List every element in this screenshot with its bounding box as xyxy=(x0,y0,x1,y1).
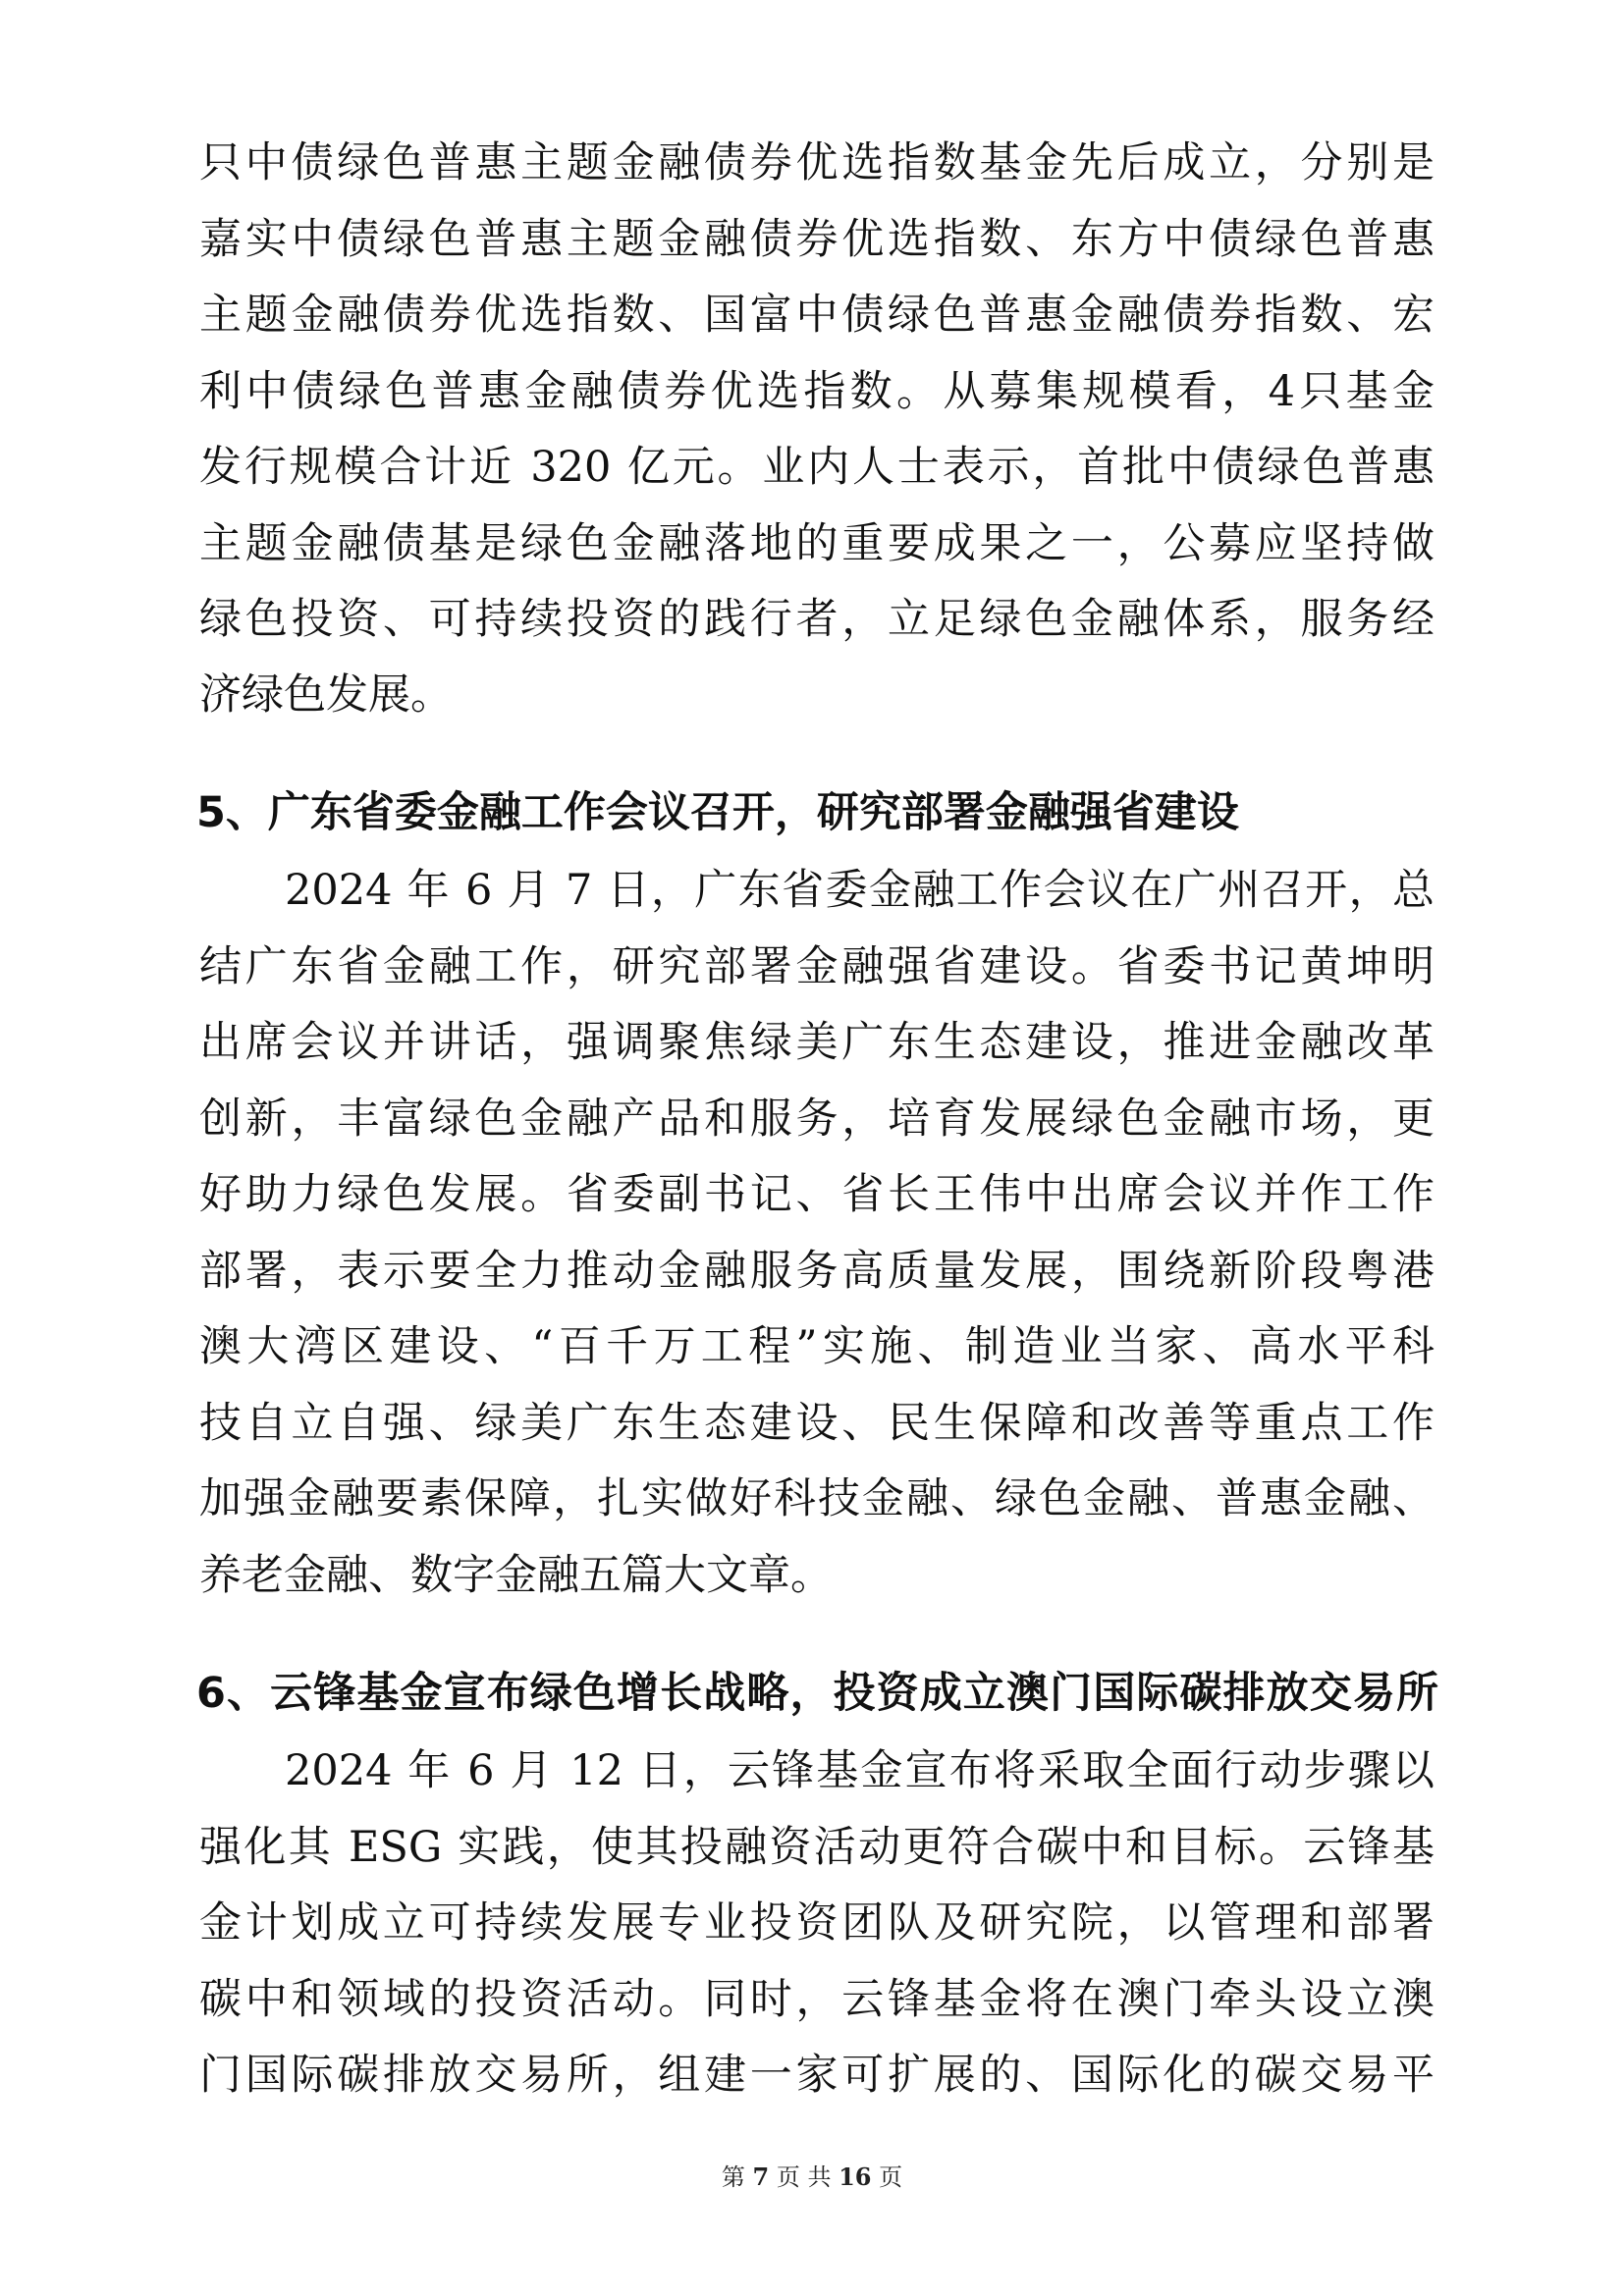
paragraph-line: 发行规模合计近 320 亿元。业内人士表示，首批中债绿色普惠 xyxy=(199,443,1435,492)
paragraph-line: 创新，丰富绿色金融产品和服务，培育发展绿色金融市场，更 xyxy=(199,1095,1435,1144)
paragraph-line: 结广东省金融工作，研究部署金融强省建设。省委书记黄坤明 xyxy=(199,942,1435,991)
paragraph-line: 养老金融、数字金融五篇大文章。 xyxy=(199,1551,833,1600)
paragraph-line: 主题金融债基是绿色金融落地的重要成果之一，公募应坚持做 xyxy=(199,519,1435,568)
page-footer xyxy=(0,2158,1624,2197)
footer-prefix: 第 xyxy=(721,2163,745,2191)
footer-suffix: 页 xyxy=(879,2163,903,2191)
paragraph-line: 碳中和领域的投资活动。同时，云锋基金将在澳门牵头设立澳 xyxy=(199,1975,1435,2024)
paragraph-line: 济绿色发展。 xyxy=(199,670,453,720)
section-heading: 6、云锋基金宣布绿色增长战略，投资成立澳门国际碳排放交易所 xyxy=(196,1669,1438,1718)
paragraph-line: 绿色投资、可持续投资的践行者，立足绿色金融体系，服务经 xyxy=(199,595,1435,644)
paragraph-line: 利中债绿色普惠金融债券优选指数。从募集规模看，4只基金 xyxy=(199,367,1435,416)
paragraph-line: 出席会议并讲话，强调聚焦绿美广东生态建设，推进金融改革 xyxy=(199,1018,1435,1067)
paragraph-line: 好助力绿色发展。省委副书记、省长王伟中出席会议并作工作 xyxy=(199,1170,1435,1219)
total-pages-number: 16 xyxy=(839,2163,872,2191)
paragraph-line: 部署，表示要全力推动金融服务高质量发展，围绕新阶段粤港 xyxy=(199,1247,1435,1296)
section-heading: 5、广东省委金融工作会议召开，研究部署金融强省建设 xyxy=(196,788,1239,837)
paragraph-line: 加强金融要素保障，扎实做好科技金融、绿色金融、普惠金融、 xyxy=(199,1474,1435,1523)
paragraph-line: 门国际碳排放交易所，组建一家可扩展的、国际化的碳交易平 xyxy=(199,2051,1435,2100)
paragraph-line: 主题金融债券优选指数、国富中债绿色普惠金融债券指数、宏 xyxy=(199,291,1435,340)
paragraph-line: 2024 年 6 月 12 日，云锋基金宣布将采取全面行动步骤以 xyxy=(285,1746,1435,1795)
footer-middle: 页 共 xyxy=(776,2163,832,2191)
paragraph-line: 强化其 ESG 实践，使其投融资活动更符合碳中和目标。云锋基 xyxy=(199,1823,1435,1872)
paragraph-line: 技自立自强、绿美广东生态建设、民生保障和改善等重点工作 xyxy=(199,1399,1435,1448)
paragraph-line: 只中债绿色普惠主题金融债券优选指数基金先后成立，分别是 xyxy=(199,138,1435,187)
paragraph-line: 澳大湾区建设、“百千万工程”实施、制造业当家、高水平科 xyxy=(199,1322,1435,1371)
current-page-number: 7 xyxy=(752,2163,770,2191)
paragraph-line: 嘉实中债绿色普惠主题金融债券优选指数、东方中债绿色普惠 xyxy=(199,215,1435,264)
paragraph-line: 金计划成立可持续发展专业投资团队及研究院，以管理和部署 xyxy=(199,1898,1435,1948)
paragraph-line: 2024 年 6 月 7 日，广东省委金融工作会议在广州召开，总 xyxy=(285,866,1435,915)
